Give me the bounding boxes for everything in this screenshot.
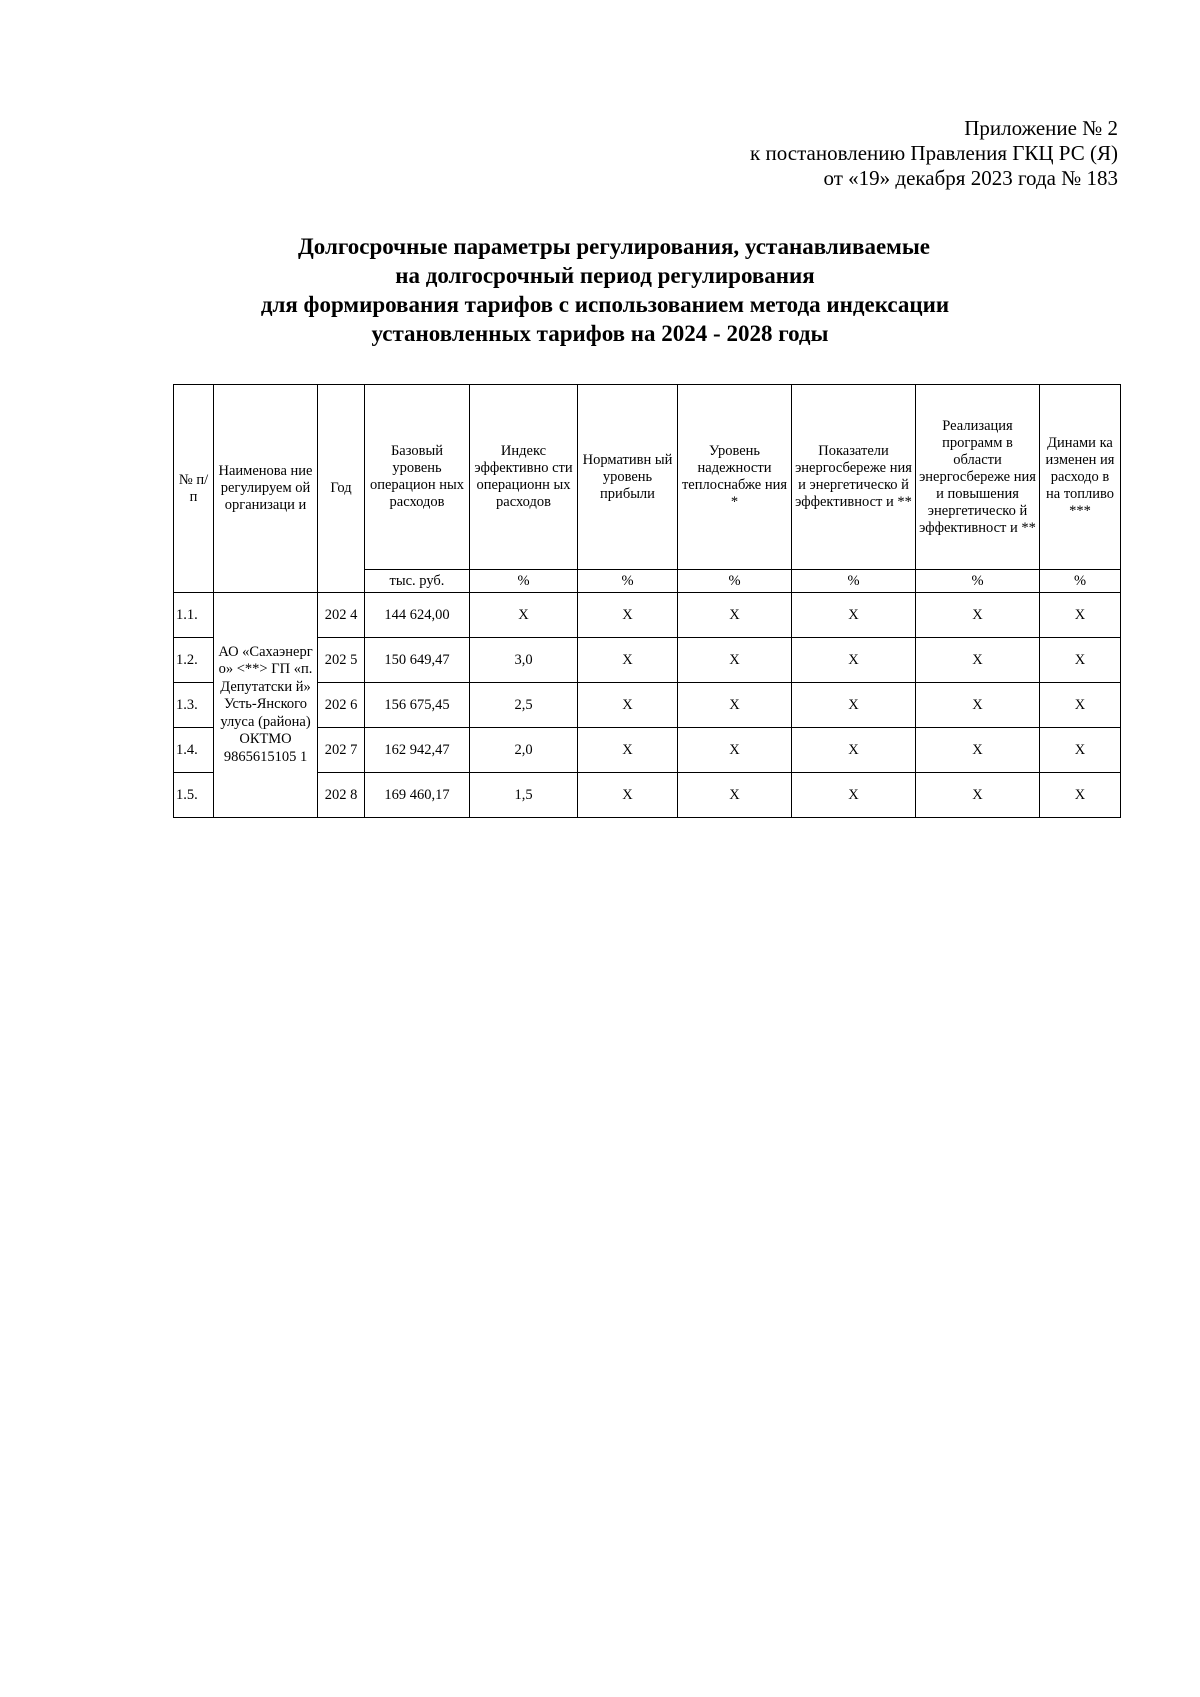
unit-base-opex: тыс. руб. [365, 570, 470, 593]
row-efficiency-index: 3,0 [470, 638, 578, 683]
row-year: 202 7 [318, 728, 365, 773]
row-year: 202 8 [318, 773, 365, 818]
header-base-opex: Базовый уровень операцион ных расходов [365, 385, 470, 570]
row-reliability: X [678, 638, 792, 683]
row-profit-level: X [578, 683, 678, 728]
organization-name: АО «Сахаэнерг о» <**> ГП «п. Депутатски й» Усть-Янского улуса (района) ОКТМО 9865615105 1 [214, 593, 318, 818]
row-base-opex: 150 649,47 [365, 638, 470, 683]
row-fuel-dynamics: X [1040, 773, 1121, 818]
row-profit-level: X [578, 638, 678, 683]
row-base-opex: 144 624,00 [365, 593, 470, 638]
header-reliability: Уровень надежности теплоснабже ния * [678, 385, 792, 570]
row-efficiency-index: X [470, 593, 578, 638]
row-num: 1.1. [174, 593, 214, 638]
unit-fuel-dynamics: % [1040, 570, 1121, 593]
row-fuel-dynamics: X [1040, 593, 1121, 638]
header-fuel-dynamics: Динами ка изменен ия расходо в на топливо *** [1040, 385, 1121, 570]
row-efficiency-index: 2,0 [470, 728, 578, 773]
document-title [170, 232, 1040, 348]
header-organization: Наименова ние регулируем ой организаци и [214, 385, 318, 593]
row-energy-programs: X [916, 773, 1040, 818]
header-year: Год [318, 385, 365, 593]
row-year: 202 4 [318, 593, 365, 638]
row-energy-programs: X [916, 728, 1040, 773]
row-base-opex: 156 675,45 [365, 683, 470, 728]
row-energy-indicators: X [792, 683, 916, 728]
row-num: 1.2. [174, 638, 214, 683]
header-energy-indicators: Показатели энергосбереже ния и энергетическо й эффективност и ** [792, 385, 916, 570]
row-base-opex: 169 460,17 [365, 773, 470, 818]
attachment-header [750, 116, 1118, 191]
row-energy-indicators: X [792, 638, 916, 683]
row-num: 1.5. [174, 773, 214, 818]
row-num: 1.4. [174, 728, 214, 773]
row-reliability: X [678, 683, 792, 728]
unit-reliability: % [678, 570, 792, 593]
header-efficiency-index: Индекс эффективно сти операционн ых расходов [470, 385, 578, 570]
attachment-line-1: Приложение № 2 [964, 116, 1118, 140]
row-energy-indicators: X [792, 728, 916, 773]
row-energy-programs: X [916, 593, 1040, 638]
row-energy-programs: X [916, 638, 1040, 683]
row-reliability: X [678, 728, 792, 773]
row-fuel-dynamics: X [1040, 728, 1121, 773]
row-profit-level: X [578, 593, 678, 638]
unit-energy-programs: % [916, 570, 1040, 593]
row-fuel-dynamics: X [1040, 638, 1121, 683]
attachment-line-2: к постановлению Правления ГКЦ РС (Я) [750, 141, 1118, 165]
row-profit-level: X [578, 728, 678, 773]
row-energy-indicators: X [792, 593, 916, 638]
unit-profit-level: % [578, 570, 678, 593]
header-energy-programs: Реализация программ в области энергосбереже ния и повышения энергетическо й эффективност и ** [916, 385, 1040, 570]
row-efficiency-index: 2,5 [470, 683, 578, 728]
row-profit-level: X [578, 773, 678, 818]
header-profit-level: Нормативн ый уровень прибыли [578, 385, 678, 570]
title-line-3: для формирования тарифов с использованием метода индексации [260, 292, 950, 317]
row-num: 1.3. [174, 683, 214, 728]
row-energy-programs: X [916, 683, 1040, 728]
row-year: 202 6 [318, 683, 365, 728]
parameters-table [173, 384, 1121, 818]
header-num: № п/ п [174, 385, 214, 593]
row-reliability: X [678, 773, 792, 818]
row-energy-indicators: X [792, 773, 916, 818]
row-reliability: X [678, 593, 792, 638]
table-header-row [174, 385, 1121, 570]
row-fuel-dynamics: X [1040, 683, 1121, 728]
row-efficiency-index: 1,5 [470, 773, 578, 818]
title-line-2: на долгосрочный период регулирования [395, 263, 815, 288]
title-line-1: Долгосрочные параметры регулирования, устанавливаемые [297, 234, 931, 259]
title-line-4: установленных тарифов на 2024 - 2028 годы [371, 321, 829, 346]
table-row [174, 593, 1121, 638]
attachment-line-3: от «19» декабря 2023 года № 183 [823, 166, 1118, 190]
unit-energy-indicators: % [792, 570, 916, 593]
row-base-opex: 162 942,47 [365, 728, 470, 773]
unit-efficiency-index: % [470, 570, 578, 593]
row-year: 202 5 [318, 638, 365, 683]
